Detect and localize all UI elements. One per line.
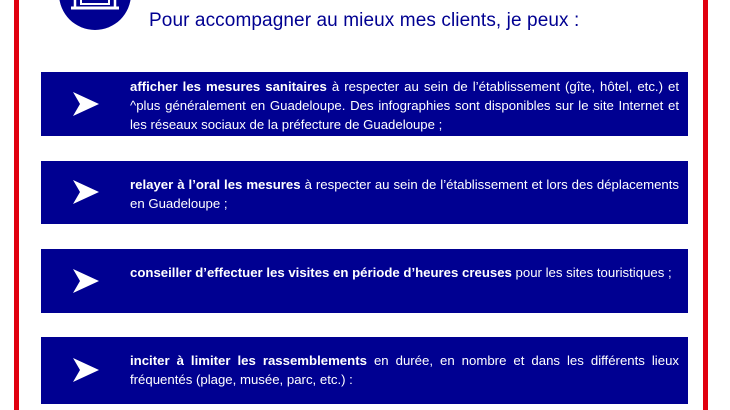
list-item <box>41 72 688 136</box>
list-item-rest: à respecter au sein de l’établissement (gîte, hôtel, etc.) et ^plus généralement en Guadeloupe. Des infographies sont disponibles sur le site Internet et les réseaux sociaux de la préfecture de Guadeloupe ; <box>130 79 679 132</box>
arrow-right-icon <box>71 177 101 207</box>
list-item-rest: en durée, en nombre et dans les différents lieux fréquentés (plage, musée, parc, etc.) : <box>130 353 679 387</box>
list-item <box>41 161 688 224</box>
arrow-right-icon <box>71 89 101 119</box>
list-item <box>41 249 688 313</box>
list-item-text <box>130 263 679 282</box>
list-item-bold: inciter à limiter les rassemblements <box>130 353 367 368</box>
arrow-right-icon <box>71 355 101 385</box>
list-item <box>41 337 688 404</box>
arrow-right-icon <box>71 266 101 296</box>
list-item-rest: à respecter au sein de l’établissement et lors des déplacements en Guadeloupe ; <box>130 177 679 211</box>
list-item-text <box>130 77 679 134</box>
storefront-icon <box>59 0 131 30</box>
list-item-bold: afficher les mesures sanitaires <box>130 79 327 94</box>
list-item-bold: conseiller d’effectuer les visites en période d’heures creuses <box>130 265 512 280</box>
page-heading: Pour accompagner au mieux mes clients, je peux : <box>149 10 580 31</box>
list-item-bold: relayer à l’oral les mesures <box>130 177 301 192</box>
list-item-text <box>130 351 679 389</box>
list-item-text <box>130 175 679 213</box>
list-item-rest: pour les sites touristiques ; <box>511 265 672 280</box>
